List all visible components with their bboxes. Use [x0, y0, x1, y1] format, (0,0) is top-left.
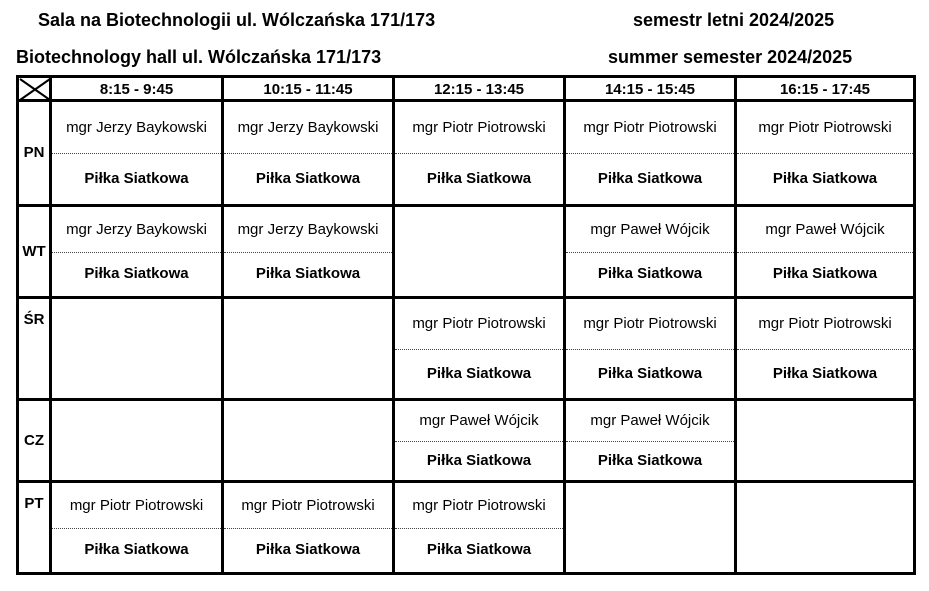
subject-name: Piłka Siatkowa	[426, 541, 532, 558]
corner-cross-icon	[19, 78, 51, 101]
instructor-name: mgr Paweł Wójcik	[419, 412, 539, 429]
dotted-divider	[52, 252, 221, 253]
dotted-divider	[566, 252, 734, 253]
time-slot-header: 16:15 - 17:45	[779, 81, 871, 98]
dotted-divider	[566, 349, 734, 350]
day-label: ŚR	[23, 311, 45, 328]
class-cell[interactable]	[224, 483, 392, 572]
class-cell[interactable]	[737, 102, 913, 204]
class-cell[interactable]	[737, 207, 913, 296]
instructor-name: mgr Jerzy Baykowski	[66, 119, 207, 136]
class-cell[interactable]	[395, 483, 563, 572]
subject-name: Piłka Siatkowa	[597, 365, 703, 382]
class-cell[interactable]	[224, 207, 392, 296]
instructor-name: mgr Piotr Piotrowski	[412, 119, 546, 136]
class-cell[interactable]	[395, 102, 563, 204]
schedule-grid	[16, 75, 916, 575]
day-label: PN	[23, 144, 45, 161]
class-cell[interactable]	[566, 102, 734, 204]
class-cell[interactable]	[224, 102, 392, 204]
instructor-name: mgr Jerzy Baykowski	[237, 119, 379, 136]
instructor-name: mgr Piotr Piotrowski	[583, 315, 717, 332]
title-polish: Sala na Biotechnologii ul. Wólczańska 171/173	[38, 10, 436, 30]
subject-name: Piłka Siatkowa	[597, 265, 703, 282]
instructor-name: mgr Piotr Piotrowski	[758, 315, 892, 332]
subject-name: Piłka Siatkowa	[255, 265, 361, 282]
day-label: WT	[22, 243, 46, 260]
dotted-divider	[395, 153, 563, 154]
subject-name: Piłka Siatkowa	[772, 365, 878, 382]
instructor-name: mgr Paweł Wójcik	[590, 412, 710, 429]
semester-polish: semestr letni 2024/2025	[633, 10, 835, 30]
day-label: CZ	[24, 432, 44, 449]
class-cell[interactable]	[395, 299, 563, 398]
subject-name: Piłka Siatkowa	[84, 265, 189, 282]
time-slot-header: 8:15 - 9:45	[99, 81, 174, 98]
subject-name: Piłka Siatkowa	[84, 541, 189, 558]
dotted-divider	[52, 153, 221, 154]
grid-line-horizontal	[16, 572, 916, 575]
class-cell[interactable]	[566, 299, 734, 398]
subject-name: Piłka Siatkowa	[255, 541, 361, 558]
subject-name: Piłka Siatkowa	[426, 170, 532, 187]
instructor-name: mgr Piotr Piotrowski	[583, 119, 717, 136]
instructor-name: mgr Piotr Piotrowski	[69, 497, 204, 514]
dotted-divider	[395, 441, 563, 442]
class-cell[interactable]	[566, 207, 734, 296]
day-label: PT	[24, 495, 44, 512]
dotted-divider	[737, 252, 913, 253]
subject-name: Piłka Siatkowa	[597, 170, 703, 187]
class-cell[interactable]	[52, 102, 221, 204]
title-english: Biotechnology hall ul. Wólczańska 171/173	[16, 47, 382, 67]
subject-name: Piłka Siatkowa	[84, 170, 189, 187]
class-cell[interactable]	[566, 401, 734, 480]
instructor-name: mgr Paweł Wójcik	[590, 221, 710, 238]
dotted-divider	[737, 153, 913, 154]
class-cell[interactable]	[737, 299, 913, 398]
subject-name: Piłka Siatkowa	[255, 170, 361, 187]
subject-name: Piłka Siatkowa	[772, 170, 878, 187]
dotted-divider	[224, 252, 392, 253]
class-cell[interactable]	[52, 207, 221, 296]
instructor-name: mgr Paweł Wójcik	[765, 221, 885, 238]
subject-name: Piłka Siatkowa	[772, 265, 878, 282]
semester-english: summer semester 2024/2025	[608, 47, 853, 67]
dotted-divider	[52, 528, 221, 529]
dotted-divider	[566, 441, 734, 442]
time-slot-header: 12:15 - 13:45	[433, 81, 525, 98]
dotted-divider	[395, 349, 563, 350]
instructor-name: mgr Piotr Piotrowski	[412, 497, 546, 514]
time-slot-header: 14:15 - 15:45	[604, 81, 696, 98]
instructor-name: mgr Piotr Piotrowski	[758, 119, 892, 136]
subject-name: Piłka Siatkowa	[597, 452, 703, 469]
time-slot-header: 10:15 - 11:45	[263, 81, 353, 98]
instructor-name: mgr Jerzy Baykowski	[66, 221, 207, 238]
dotted-divider	[737, 349, 913, 350]
class-cell[interactable]	[395, 401, 563, 480]
dotted-divider	[566, 153, 734, 154]
grid-line-vertical	[913, 75, 916, 575]
dotted-divider	[224, 528, 392, 529]
dotted-divider	[395, 528, 563, 529]
instructor-name: mgr Piotr Piotrowski	[241, 497, 375, 514]
class-cell[interactable]	[52, 483, 221, 572]
subject-name: Piłka Siatkowa	[426, 365, 532, 382]
subject-name: Piłka Siatkowa	[426, 452, 532, 469]
instructor-name: mgr Piotr Piotrowski	[412, 315, 546, 332]
dotted-divider	[224, 153, 392, 154]
instructor-name: mgr Jerzy Baykowski	[237, 221, 379, 238]
